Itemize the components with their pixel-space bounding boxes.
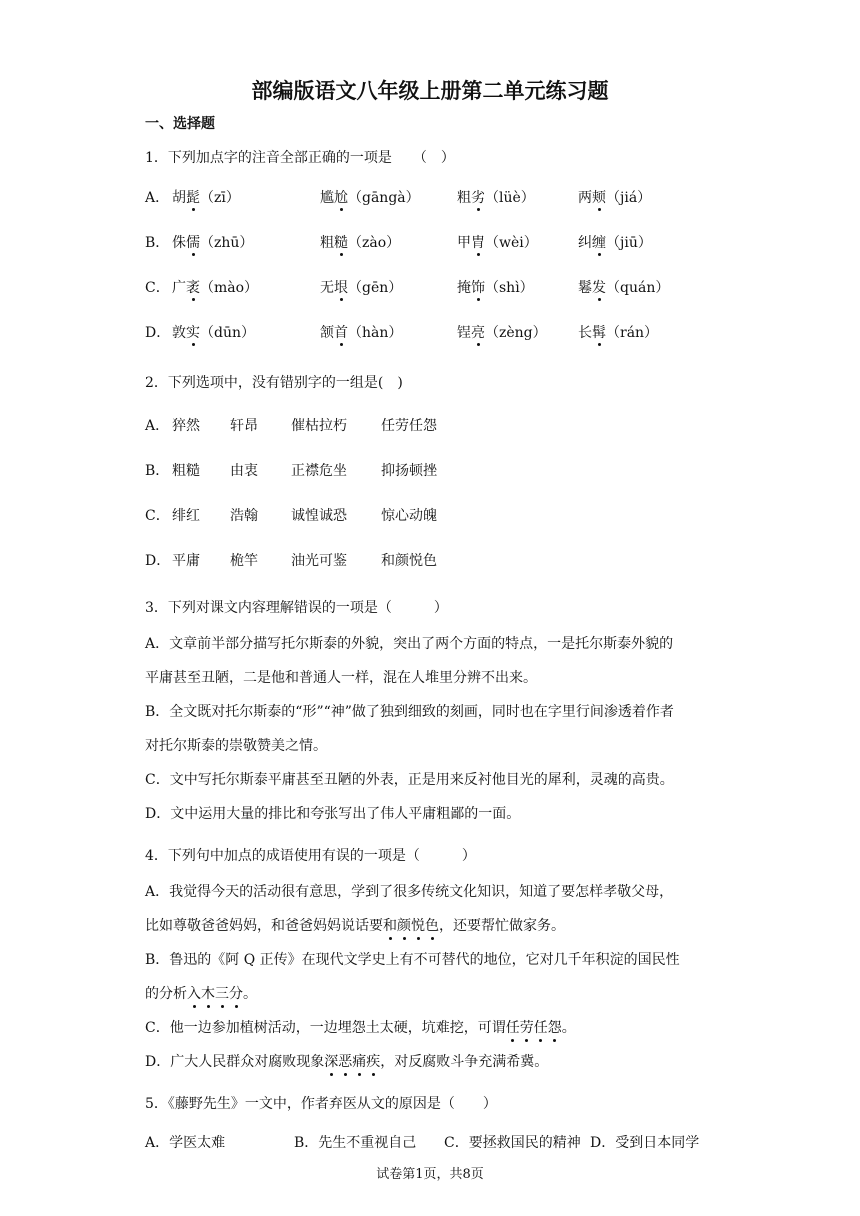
q4-c-text-pre: C．他一边参加植树活动，一边埋怨土太硬，坑难挖，可谓 bbox=[145, 1020, 506, 1036]
question-3-option-b-line2: 对托尔斯泰的崇敬赞美之情。 bbox=[145, 738, 327, 754]
q2-option-word: 由衷 bbox=[230, 463, 258, 479]
q2-option-word: 抑扬顿挫 bbox=[381, 463, 437, 479]
q1-option-item bbox=[320, 187, 420, 207]
q2-option-letter: A． bbox=[145, 418, 170, 434]
q4-c-text-post: 。 bbox=[561, 1020, 576, 1036]
item-dotted-char: 袤 bbox=[186, 277, 200, 297]
item-pinyin: （mào） bbox=[200, 280, 259, 296]
q1-option-item bbox=[172, 187, 240, 207]
item-dotted-char: 髯 bbox=[592, 322, 606, 342]
idiom-dotted-char: 分 bbox=[229, 986, 243, 1002]
page-footer: 试卷第1页，共8页 bbox=[376, 1167, 484, 1182]
question-5-option-d: D．受到日本同学 bbox=[590, 1135, 700, 1151]
q1-option-item bbox=[320, 322, 402, 342]
idiom-dotted-char: 颜 bbox=[397, 918, 411, 934]
item-pinyin: （gēn） bbox=[348, 280, 403, 296]
idiom-dotted-char: 怨 bbox=[547, 1020, 562, 1036]
q1-option-item bbox=[457, 187, 535, 207]
idiom-dotted-char: 悦 bbox=[411, 918, 425, 934]
question-2-stem: 2．下列选项中，没有错别字的一组是( ) bbox=[145, 375, 403, 391]
q2-option-word: 油光可鉴 bbox=[291, 553, 347, 569]
question-3-option-a-line2: 平庸甚至丑陋，二是他和普通人一样，混在人堆里分辨不出来。 bbox=[145, 670, 537, 686]
question-4-option-b-line1: B．鲁迅的《阿 Q 正传》在现代文学史上有不可替代的地位，它对几千年积淀的国民性 bbox=[145, 952, 680, 968]
item-pinyin: （lüè） bbox=[485, 190, 535, 206]
q4-d-text-post: ，对反腐败斗争充满希冀。 bbox=[380, 1054, 549, 1070]
idiom-dotted-char: 和 bbox=[383, 918, 397, 934]
q2-option-letter: D． bbox=[145, 553, 171, 569]
page-title: 部编版语文八年级上册第二单元练习题 bbox=[251, 79, 609, 103]
q1-option-letter: A． bbox=[145, 190, 170, 206]
item-dotted-char: 实 bbox=[186, 322, 200, 342]
question-4-stem: 4．下列句中加点的成语使用有误的一项是（ ） bbox=[145, 848, 476, 864]
question-4-option-a-line1: A．我觉得今天的活动很有意思，学到了很多传统文化知识，知道了要怎样孝敬父母， bbox=[145, 884, 674, 900]
idiom-dotted-char: 恶 bbox=[338, 1054, 353, 1070]
item-pinyin: （zhū） bbox=[200, 235, 254, 251]
q1-option-item bbox=[578, 277, 669, 297]
q2-option-word: 浩翰 bbox=[230, 508, 258, 524]
question-3-option-c: C．文中写托尔斯泰平庸甚至丑陋的外表，正是用来反衬他目光的犀利，灵魂的高贵。 bbox=[145, 772, 674, 788]
item-char: 两 bbox=[578, 190, 592, 206]
question-4-option-a-line2 bbox=[145, 916, 565, 936]
item-dotted-char: 胄 bbox=[471, 232, 485, 252]
item-pinyin: （rán） bbox=[606, 325, 659, 341]
q1-option-item bbox=[578, 322, 658, 342]
q2-option-letter: C． bbox=[145, 508, 170, 524]
q1-option-item bbox=[578, 232, 652, 252]
item-dotted-char: 缠 bbox=[592, 232, 606, 252]
q1-option-item bbox=[457, 322, 547, 342]
item-pinyin: （hàn） bbox=[348, 325, 403, 341]
q4-b-text-post: 。 bbox=[243, 986, 257, 1002]
q2-option-word: 任劳任怨 bbox=[381, 418, 437, 434]
q4-a-text-post: ，还要帮忙做家务。 bbox=[439, 918, 565, 934]
item-pinyin: （gāngà） bbox=[348, 190, 420, 206]
q2-option-letter: B． bbox=[145, 463, 170, 479]
idiom-dotted-char: 任 bbox=[533, 1020, 548, 1036]
item-char: 侏 bbox=[172, 235, 186, 251]
q1-option-item bbox=[172, 277, 258, 297]
q2-option-word: 绯红 bbox=[172, 508, 200, 524]
q2-option-word: 桅竿 bbox=[230, 553, 258, 569]
item-pinyin: （zī） bbox=[200, 190, 240, 206]
q4-d-dotted-idiom bbox=[324, 1054, 380, 1070]
item-pinyin: （shì） bbox=[485, 280, 534, 296]
item-dotted-char: 劣 bbox=[471, 187, 485, 207]
question-1-stem: 1．下列加点字的注音全部正确的一项是 （ ） bbox=[145, 150, 455, 166]
item-dotted-char: 髭 bbox=[186, 187, 200, 207]
item-dotted-char: 糙 bbox=[334, 232, 348, 252]
question-5-option-c: C．要拯救国民的精神 bbox=[444, 1135, 581, 1151]
q4-a-text-pre: 比如尊敬爸爸妈妈，和爸爸妈妈说话要 bbox=[145, 918, 383, 934]
item-char: 粗 bbox=[320, 235, 334, 251]
idiom-dotted-char: 痛 bbox=[352, 1054, 367, 1070]
item-char: 甲 bbox=[457, 235, 471, 251]
question-5-option-a: A．学医太难 bbox=[145, 1135, 226, 1151]
item-pinyin: （wèi） bbox=[485, 235, 538, 251]
question-3-stem: 3．下列对课文内容理解错误的一项是（ ） bbox=[145, 600, 448, 616]
q1-option-item bbox=[172, 322, 255, 342]
item-dotted-char: 垠 bbox=[334, 277, 348, 297]
q4-d-text-pre: D．广大人民群众对腐败现象 bbox=[145, 1054, 325, 1070]
idiom-dotted-char: 劳 bbox=[519, 1020, 534, 1036]
item-pinyin: （jiá） bbox=[606, 190, 652, 206]
item-dotted-char: 尬 bbox=[334, 187, 348, 207]
q4-b-dotted-idiom bbox=[187, 986, 243, 1002]
q1-option-item bbox=[457, 232, 538, 252]
question-4-option-d bbox=[145, 1052, 548, 1072]
q2-option-word: 平庸 bbox=[172, 553, 200, 569]
item-dotted-char: 首 bbox=[334, 322, 348, 342]
item-dotted-char: 儒 bbox=[186, 232, 200, 252]
q2-option-word: 猝然 bbox=[172, 418, 200, 434]
item-char: 掩 bbox=[457, 280, 471, 296]
item-pinyin: （quán） bbox=[606, 280, 670, 296]
q1-option-letter: C． bbox=[145, 280, 170, 296]
item-dotted-char: 饰 bbox=[471, 277, 485, 297]
item-dotted-char: 亮 bbox=[471, 322, 485, 342]
question-3-option-d: D．文中运用大量的排比和夸张写出了伟人平庸粗鄙的一面。 bbox=[145, 806, 521, 822]
item-char: 无 bbox=[320, 280, 334, 296]
question-4-option-c bbox=[145, 1018, 576, 1038]
idiom-dotted-char: 疾 bbox=[366, 1054, 381, 1070]
q1-option-item bbox=[172, 232, 253, 252]
question-5-option-b: B．先生不重视自己 bbox=[294, 1135, 417, 1151]
q2-option-word: 和颜悦色 bbox=[381, 553, 437, 569]
item-pinyin: （jiū） bbox=[606, 235, 652, 251]
q2-option-word: 催枯拉朽 bbox=[291, 418, 347, 434]
idiom-dotted-char: 深 bbox=[324, 1054, 339, 1070]
q2-option-word: 轩昂 bbox=[230, 418, 258, 434]
idiom-dotted-char: 色 bbox=[425, 918, 439, 934]
question-5-stem: 5．《藤野先生》一文中，作者弃医从文的原因是（ ） bbox=[145, 1096, 497, 1112]
q2-option-word: 粗糙 bbox=[172, 463, 200, 479]
question-3-option-a-line1: A．文章前半部分描写托尔斯泰的外貌，突出了两个方面的特点，一是托尔斯泰外貌的 bbox=[145, 636, 674, 652]
q1-option-item bbox=[320, 232, 400, 252]
item-char: 颔 bbox=[320, 325, 334, 341]
q1-option-letter: D． bbox=[145, 325, 171, 341]
item-char: 广 bbox=[172, 280, 186, 296]
q1-option-item bbox=[457, 277, 534, 297]
q1-option-letter: B． bbox=[145, 235, 170, 251]
item-dotted-char: 颊 bbox=[592, 187, 606, 207]
item-char: 胡 bbox=[172, 190, 186, 206]
idiom-dotted-char: 任 bbox=[505, 1020, 520, 1036]
q4-a-dotted-idiom bbox=[383, 918, 439, 934]
item-pinyin: （zào） bbox=[348, 235, 401, 251]
item-char: 敦 bbox=[172, 325, 186, 341]
q2-option-word: 正襟危坐 bbox=[291, 463, 347, 479]
idiom-dotted-char: 入 bbox=[187, 986, 201, 1002]
q2-option-word: 诚惶诚恐 bbox=[291, 508, 347, 524]
item-char: 长 bbox=[578, 325, 592, 341]
item-char: 纠 bbox=[578, 235, 592, 251]
item-pinyin: （dūn） bbox=[200, 325, 255, 341]
item-pinyin: （zèng） bbox=[485, 325, 547, 341]
q2-option-word: 惊心动魄 bbox=[381, 508, 437, 524]
item-dotted-char: 发 bbox=[592, 277, 606, 297]
item-char: 鬈 bbox=[578, 280, 592, 296]
item-char: 粗 bbox=[457, 190, 471, 206]
idiom-dotted-char: 三 bbox=[215, 986, 229, 1002]
q4-c-dotted-idiom bbox=[506, 1020, 562, 1036]
idiom-dotted-char: 木 bbox=[201, 986, 215, 1002]
q1-option-item bbox=[578, 187, 651, 207]
question-3-option-b-line1: B．全文既对托尔斯泰的“形”“神”做了独到细致的刻画，同时也在字里行间渗透着作者 bbox=[145, 704, 674, 720]
q4-b-text-pre: 的分析 bbox=[145, 986, 187, 1002]
question-4-option-b-line2 bbox=[145, 984, 257, 1004]
section-heading: 一、选择题 bbox=[145, 116, 215, 132]
q1-option-item bbox=[320, 277, 402, 297]
item-char: 尴 bbox=[320, 190, 334, 206]
item-char: 锃 bbox=[457, 325, 471, 341]
